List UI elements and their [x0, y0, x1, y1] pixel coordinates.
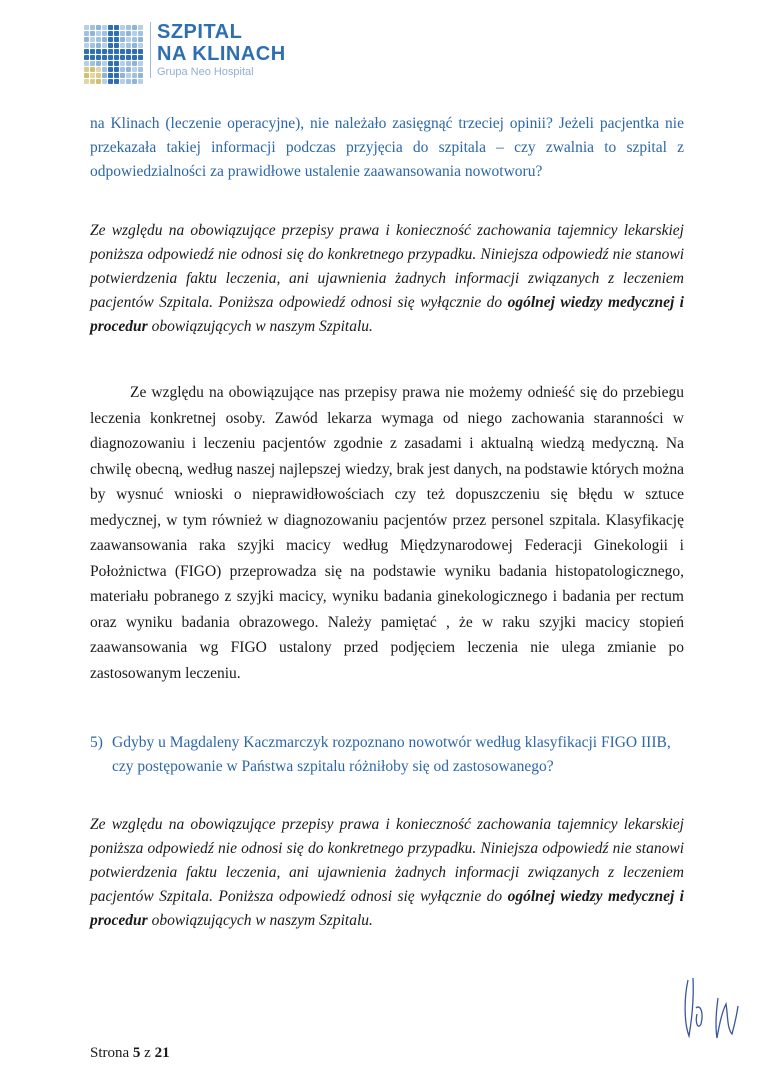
- logo-square: [120, 67, 125, 72]
- logo-square: [132, 79, 137, 84]
- logo-square: [90, 25, 95, 30]
- logo-square: [90, 49, 95, 54]
- logo-line-2: NA KLINACH: [157, 43, 286, 65]
- logo-square: [126, 37, 131, 42]
- logo-square: [96, 31, 101, 36]
- logo-square: [114, 73, 119, 78]
- disclaimer-2-text: Ze względu na obowiązujące przepisy prawa i konieczność zachowania tajemnicy lekarskiej poniższa odpowiedź nie odnosi się do konkretnego przypadku. Niniejsza odpowiedź nie stanowi potwierdzenia faktu leczenia, ani ujawnienia żadnych informacji związanych z leczeniem pacjentów Szpitala. Poniższa odpowiedź odnosi się wyłącznie do: [90, 816, 684, 905]
- logo-square: [138, 49, 143, 54]
- logo-square: [126, 73, 131, 78]
- logo-square: [84, 49, 89, 54]
- logo-square: [90, 73, 95, 78]
- logo-square: [90, 37, 95, 42]
- question-5-number: 5): [90, 734, 103, 751]
- logo-square: [102, 79, 107, 84]
- logo-square: [84, 61, 89, 66]
- logo-square: [132, 37, 137, 42]
- logo-square: [84, 37, 89, 42]
- logo-square: [132, 43, 137, 48]
- logo-square: [96, 49, 101, 54]
- logo-square: [126, 25, 131, 30]
- logo-square: [108, 37, 113, 42]
- handwritten-initials-signature: [680, 968, 742, 1048]
- logo-square: [138, 25, 143, 30]
- logo-square: [108, 55, 113, 60]
- page-separator: z: [144, 1045, 151, 1061]
- disclaimer-2-tail: obowiązujących w naszym Szpitalu.: [147, 912, 373, 929]
- logo-square: [84, 43, 89, 48]
- logo-square: [84, 79, 89, 84]
- current-page: 5: [132, 1045, 141, 1061]
- logo-square: [90, 31, 95, 36]
- logo-square: [138, 43, 143, 48]
- page-label: Strona: [90, 1045, 130, 1061]
- logo-square: [120, 55, 125, 60]
- total-pages: 21: [154, 1045, 170, 1061]
- logo-square: [126, 43, 131, 48]
- logo-square: [96, 25, 101, 30]
- logo-square: [96, 55, 101, 60]
- logo-square: [96, 61, 101, 66]
- logo-square: [108, 43, 113, 48]
- question-4-continuation: na Klinach (leczenie operacyjne), nie należało zasięgnąć trzeciej opinii? Jeżeli pacjentka nie przekazała takiej informacji podczas przyjęcia do szpitala – czy zwalnia to szpital z odpowiedzialności za prawidłowe ustalenie zaawansowania nowotworu?: [90, 115, 684, 180]
- logo-grid-icon: [84, 25, 143, 84]
- logo-square: [114, 37, 119, 42]
- logo-square: [90, 55, 95, 60]
- logo-square: [138, 79, 143, 84]
- logo-square: [84, 25, 89, 30]
- logo-square: [114, 49, 119, 54]
- logo-square: [126, 79, 131, 84]
- logo-square: [138, 73, 143, 78]
- disclaimer-1-tail: obowiązujących w naszym Szpitalu.: [147, 318, 373, 335]
- logo-square: [108, 61, 113, 66]
- answer-4: Ze względu na obowiązujące nas przepisy prawa nie możemy odnieść się do przebiegu leczenia konkretnej osoby. Zawód lekarza wymaga od niego zachowania staranności w diagnozowaniu i leczeniu pacjentów zgodnie z zasadami i aktualną wiedzą medyczną. Na chwilę obecną, według naszej najlepszej wiedzy, brak jest danych, na podstawie których można by wysnuć wnioski o nieprawidłowościach czy też dopuszczeniu się błędu w sztuce medycznej, w tym również w diagnozowaniu pacjentów przez personel szpitala. Klasyfikację zaawansowania raka szyjki macicy według Międzynarodowej Federacji Ginekologii i Położnictwa (FIGO) przeprowadza się na podstawie wyniku badania histopatologicznego, materiału pobranego z szyjki macicy, wyniku badania ginekologicznego i badania per rectum oraz wyniku badania obrazowego. Należy pamiętać , że w raku szyjki macicy stopień zaawansowania wg FIGO ustalony przed podjęciem leczenia nie ulega zmianie po zastosowanym leczeniu.: [90, 384, 684, 682]
- logo-square: [126, 31, 131, 36]
- logo-square: [96, 67, 101, 72]
- logo-square: [96, 43, 101, 48]
- logo-square: [102, 73, 107, 78]
- logo-square: [120, 73, 125, 78]
- logo-square: [132, 73, 137, 78]
- disclaimer-2-bold: ogólnej wiedzy medycznej i procedur: [90, 888, 684, 929]
- logo-square: [138, 61, 143, 66]
- logo-square: [90, 43, 95, 48]
- logo-line-3: Grupa Neo Hospital: [157, 66, 254, 78]
- logo-square: [132, 67, 137, 72]
- logo-square: [114, 61, 119, 66]
- logo-square: [120, 43, 125, 48]
- logo-square: [84, 55, 89, 60]
- logo-square: [120, 31, 125, 36]
- page-number: [90, 1045, 170, 1062]
- logo-square: [120, 37, 125, 42]
- logo-square: [102, 67, 107, 72]
- logo-square: [84, 31, 89, 36]
- logo-square: [132, 49, 137, 54]
- logo-square: [114, 43, 119, 48]
- logo-square: [108, 67, 113, 72]
- logo-square: [102, 43, 107, 48]
- logo-square: [120, 25, 125, 30]
- logo-square: [84, 67, 89, 72]
- logo-square: [102, 25, 107, 30]
- logo-square: [126, 55, 131, 60]
- logo-square: [114, 67, 119, 72]
- disclaimer-1: [90, 219, 684, 339]
- logo-square: [138, 67, 143, 72]
- question-5: [90, 731, 684, 779]
- logo-square: [114, 55, 119, 60]
- logo-square: [132, 25, 137, 30]
- logo-square: [114, 25, 119, 30]
- logo-square: [102, 61, 107, 66]
- logo-square: [126, 49, 131, 54]
- logo-square: [132, 55, 137, 60]
- logo-square: [120, 79, 125, 84]
- logo-square: [114, 31, 119, 36]
- logo-square: [114, 79, 119, 84]
- logo-square: [126, 61, 131, 66]
- logo-square: [90, 67, 95, 72]
- logo-square: [120, 49, 125, 54]
- logo-square: [126, 67, 131, 72]
- logo-text: [157, 22, 286, 78]
- logo-square: [90, 61, 95, 66]
- logo-square: [102, 49, 107, 54]
- logo-square: [108, 49, 113, 54]
- logo-square: [90, 79, 95, 84]
- logo-square: [120, 61, 125, 66]
- logo-square: [102, 37, 107, 42]
- logo-square: [132, 31, 137, 36]
- logo-square: [108, 73, 113, 78]
- logo-square: [96, 79, 101, 84]
- logo-square: [108, 79, 113, 84]
- logo-square: [108, 31, 113, 36]
- logo-square: [102, 31, 107, 36]
- logo-square: [138, 37, 143, 42]
- logo-square: [138, 55, 143, 60]
- logo-square: [96, 37, 101, 42]
- logo-divider: [150, 22, 151, 78]
- logo-square: [138, 31, 143, 36]
- logo-square: [84, 73, 89, 78]
- logo-square: [96, 73, 101, 78]
- disclaimer-1-text: Ze względu na obowiązujące przepisy prawa i konieczność zachowania tajemnicy lekarskiej poniższa odpowiedź nie odnosi się do konkretnego przypadku. Niniejsza odpowiedź nie stanowi potwierdzenia faktu leczenia, ani ujawnienia żadnych informacji związanych z leczeniem pacjentów Szpitala. Poniższa odpowiedź odnosi się wyłącznie do: [90, 222, 684, 311]
- logo-line-1: SZPITAL: [157, 21, 243, 43]
- logo-square: [108, 25, 113, 30]
- disclaimer-1-bold: ogólnej wiedzy medycznej i procedur: [90, 294, 684, 335]
- hospital-logo: [84, 22, 286, 84]
- disclaimer-2: [90, 813, 684, 933]
- question-5-text: Gdyby u Magdaleny Kaczmarczyk rozpoznano nowotwór według klasyfikacji FIGO IIIB, czy postępowanie w Państwa szpitalu różniłoby się od zastosowanego?: [112, 734, 671, 775]
- logo-square: [102, 55, 107, 60]
- logo-square: [132, 61, 137, 66]
